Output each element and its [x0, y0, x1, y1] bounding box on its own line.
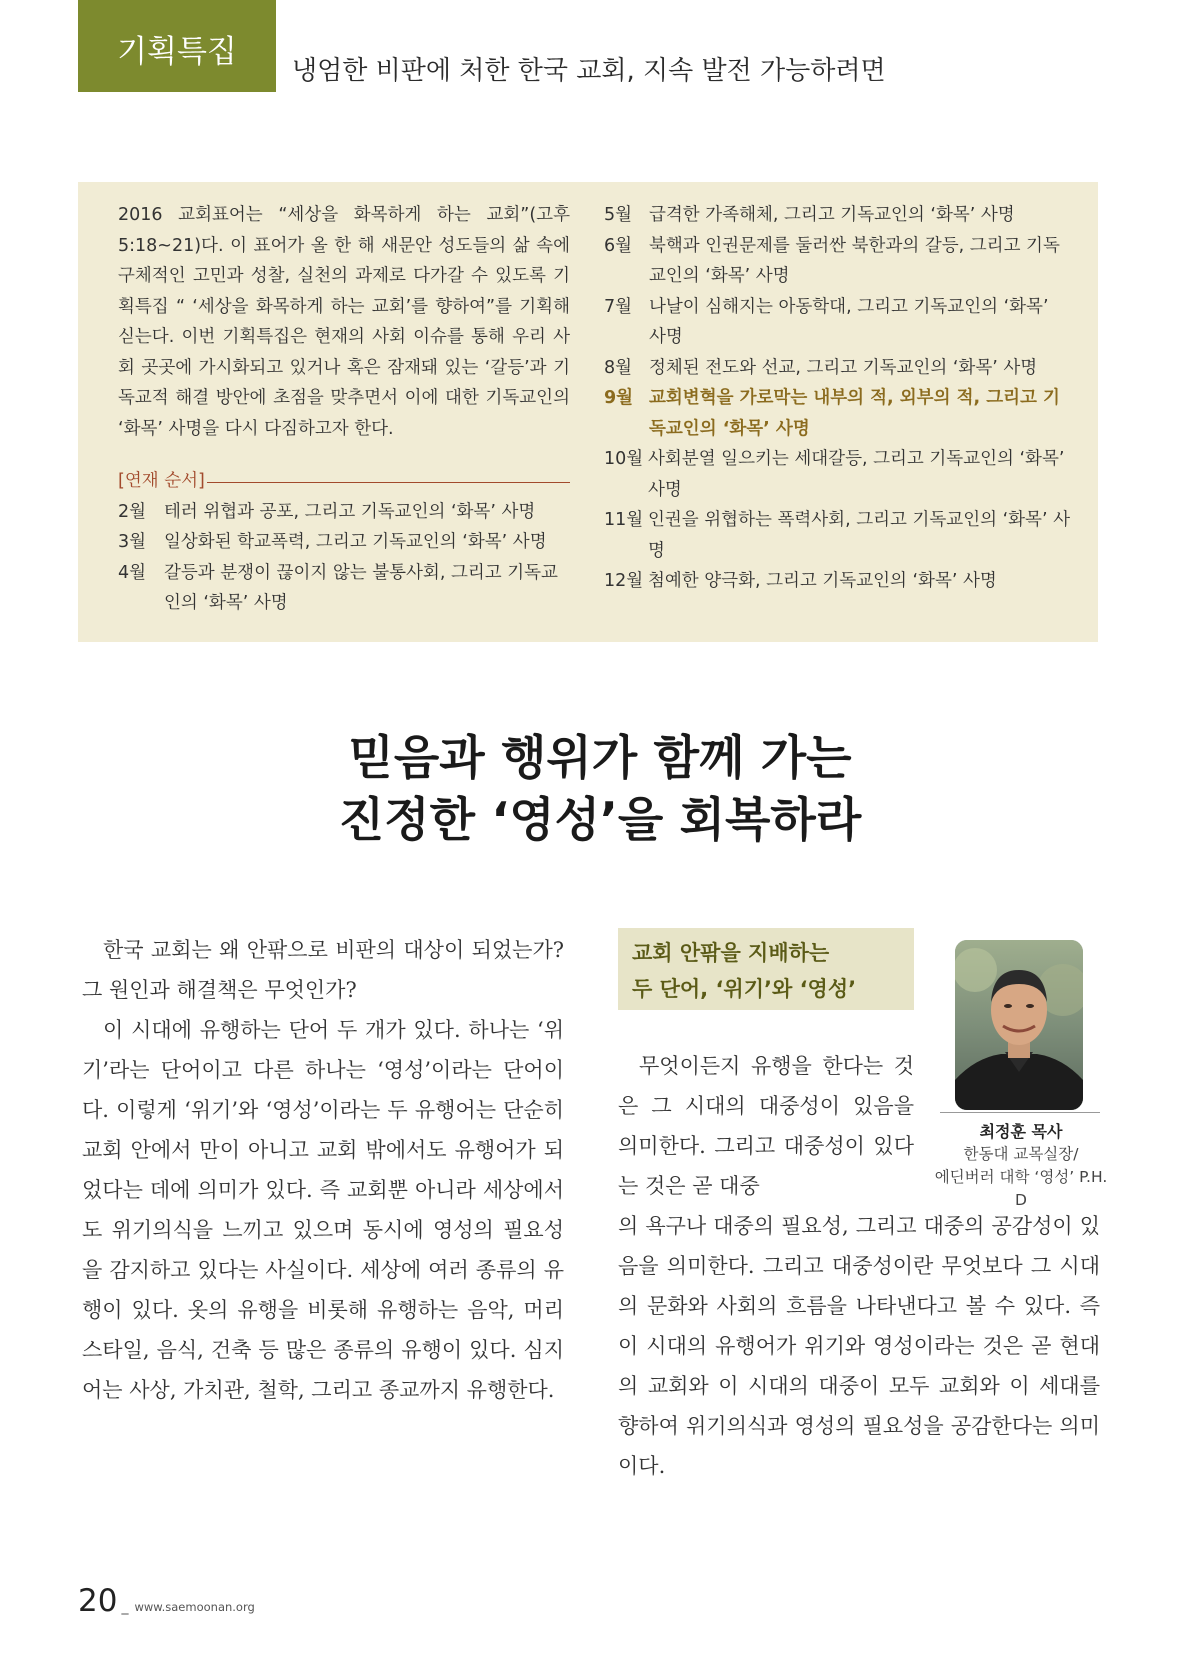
intro-box: [78, 182, 1098, 642]
series-item: [604, 292, 1070, 353]
article-right-bottom-paragraph: 의 욕구나 대중의 필요성, 그리고 대중의 공감성이 있음을 의미한다. 그리고 대중성이란 무엇보다 그 시대의 문화와 사회의 흐름을 나타낸다고 볼 수 있다. 즉 이 시대의 유행어가 위기와 영성이라는 것은 곧 현대의 교회와 이 시대의 대중이 모두 교회와 이 세대를 향하여 위기의식과 영성의 필요성을 공감한다는 의미이다.: [618, 1214, 1100, 1478]
series-heading: [118, 466, 570, 497]
page-footer: [78, 1583, 255, 1619]
series-month: 4월: [118, 562, 147, 583]
author-name: 최정훈 목사: [979, 1122, 1063, 1141]
series-title: 정체된 전도와 선교, 그리고 기독교인의 ‘화목’ 사명: [649, 357, 1038, 378]
subheading-line2: 두 단어, ‘위기’와 ‘영성’: [632, 977, 857, 1001]
series-item: [118, 527, 570, 558]
caption-rule: [940, 1112, 1100, 1113]
series-heading-rule: [207, 482, 570, 483]
intro-text: 2016 교회표어는 “세상을 화목하게 하는 교회”(고후 5:18~21)다. 이 표어가 올 한 해 새문안 성도들의 삶 속에 구체적인 고민과 성찰, 실천의 과제로 다가갈 수 있도록 기획특집 “ ‘세상을 화목하게 하는 교회’를 향하여”를 기획해 싣는다. 이번 기획특집은 현재의 사회 이슈를 통해 우리 사회 곳곳에 가시화되고 있거나 혹은 잠재돼 있는 ‘갈등’과 기독교적 해결 방안에 초점을 맞추면서 이에 대한 기독교인의 ‘화목’ 사명을 다시 다짐하고자 한다.: [118, 205, 570, 439]
series-title: 첨예한 양극화, 그리고 기독교인의 ‘화목’ 사명: [648, 571, 997, 591]
series-item: [118, 558, 570, 619]
body-paragraph: 한국 교회는 왜 안팎으로 비판의 대상이 되었는가? 그 원인과 해결책은 무엇인가?: [82, 938, 564, 1002]
series-title: 교회변혁을 가로막는 내부의 적, 외부의 적, 그리고 기독교인의 ‘화목’ 사명: [649, 388, 1060, 439]
intro-left-column: [118, 200, 570, 619]
series-month: 7월: [604, 296, 633, 317]
series-title: 갈등과 분쟁이 끊이지 않는 불통사회, 그리고 기독교인의 ‘화목’ 사명: [164, 562, 558, 613]
article-title-line2: 진정한 ‘영성’을 회복하라: [338, 793, 862, 848]
author-title2: 에딘버러 대학 ‘영성’ P.H. D: [934, 1168, 1108, 1209]
series-month: 9월: [604, 388, 634, 408]
page-number: 20: [78, 1583, 118, 1619]
series-heading-label: [연재 순서]: [118, 471, 205, 491]
article-right-top-paragraph: 무엇이든지 유행을 한다는 것은 그 시대의 대중성이 있음을 의미한다. 그리고 대중성이 있다는 것은 곧 대중: [618, 1054, 914, 1198]
body-paragraph: 이 시대에 유행하는 단어 두 개가 있다. 하나는 ‘위기’라는 단어이고 다른 하나는 ‘영성’이라는 단어이다. 이렇게 ‘위기’와 ‘영성’이라는 두 유행어는 단순히 교회 안에서 만이 아니고 교회 밖에서도 유행어가 되었다는 데에 의미가 있다. 즉 교회뿐 아니라 세상에서도 위기의식을 느끼고 있으며 동시에 영성의 필요성을 감지하고 있다는 사실이다. 세상에 여러 종류의 유행이 있다. 옷의 유행을 비롯해 유행하는 음악, 머리 스타일, 음식, 건축 등 많은 종류의 유행이 있다. 심지어는 사상, 가치관, 철학, 그리고 종교까지 유행한다.: [82, 1018, 564, 1402]
series-month: 11월: [604, 510, 644, 530]
series-item: [604, 566, 1070, 597]
series-month: 10월: [604, 449, 644, 469]
footer-separator: _: [121, 1599, 129, 1615]
subheading: [618, 928, 914, 1010]
series-month: 6월: [604, 235, 633, 256]
author-photo: [955, 940, 1083, 1110]
series-item: [604, 353, 1070, 384]
footer-url[interactable]: www.saemoonan.org: [134, 1600, 255, 1614]
series-item: [604, 444, 1070, 505]
series-month: 2월: [118, 501, 147, 522]
author-title1: 한동대 교목실장/: [963, 1145, 1079, 1163]
series-title: 나날이 심해지는 아동학대, 그리고 기독교인의 ‘화목’ 사명: [649, 296, 1049, 347]
intro-right-column: [604, 200, 1070, 597]
section-tag: 기획특집: [78, 0, 276, 92]
author-portrait-image: [955, 940, 1083, 1110]
article-title: [0, 728, 1200, 852]
author-caption: [930, 1120, 1112, 1212]
series-month: 5월: [604, 205, 633, 225]
subheading-line1: 교회 안팎을 지배하는: [632, 941, 830, 965]
series-item: [604, 231, 1070, 292]
series-item: [604, 505, 1070, 566]
series-title: 급격한 가족해체, 그리고 기독교인의 ‘화목’ 사명: [649, 205, 1015, 225]
article-left-column: [82, 930, 564, 1410]
series-item: [604, 200, 1070, 231]
series-item: [118, 497, 570, 528]
series-month: 12월: [604, 571, 644, 591]
series-title: 일상화된 학교폭력, 그리고 기독교인의 ‘화목’ 사명: [164, 532, 547, 552]
article-title-line1: 믿음과 행위가 함께 가는: [348, 731, 852, 786]
series-title: 테러 위협과 공포, 그리고 기독교인의 ‘화목’ 사명: [164, 501, 536, 522]
series-title: 사회분열 일으키는 세대갈등, 그리고 기독교인의 ‘화목’ 사명: [648, 449, 1065, 500]
header-title: 냉엄한 비판에 처한 한국 교회, 지속 발전 가능하려면: [292, 56, 886, 86]
series-item-current: [604, 383, 1070, 444]
series-month: 3월: [118, 532, 147, 552]
series-title: 인권을 위협하는 폭력사회, 그리고 기독교인의 ‘화목’ 사명: [648, 510, 1070, 561]
series-month: 8월: [604, 357, 633, 378]
series-title: 북핵과 인권문제를 둘러싼 북한과의 갈등, 그리고 기독교인의 ‘화목’ 사명: [649, 235, 1060, 286]
